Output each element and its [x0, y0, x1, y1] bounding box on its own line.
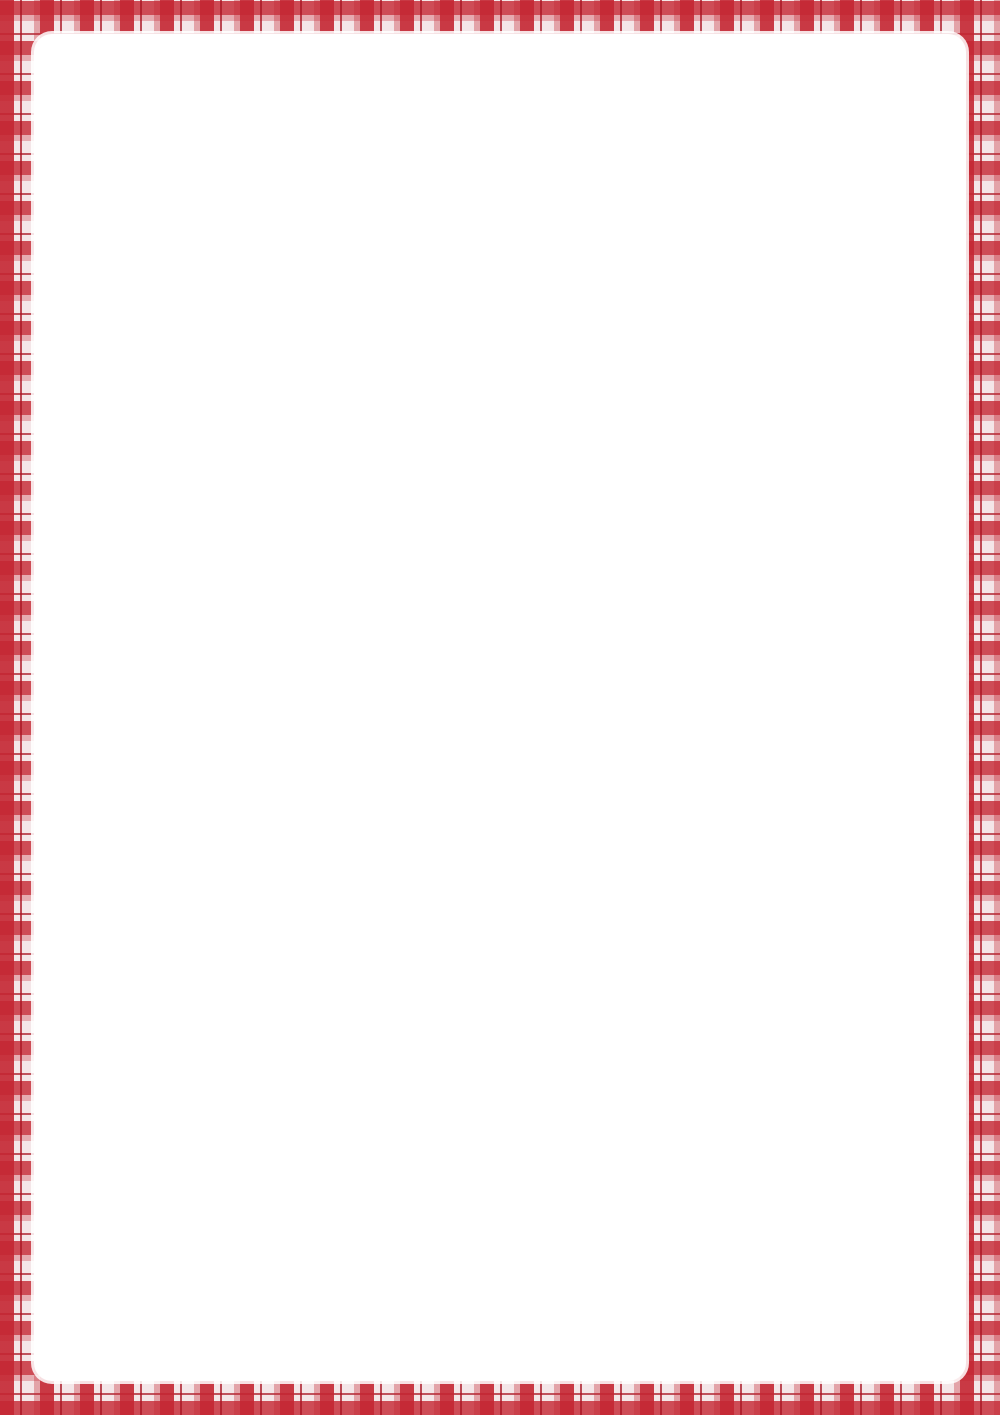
- text-panel: [112, 106, 902, 1306]
